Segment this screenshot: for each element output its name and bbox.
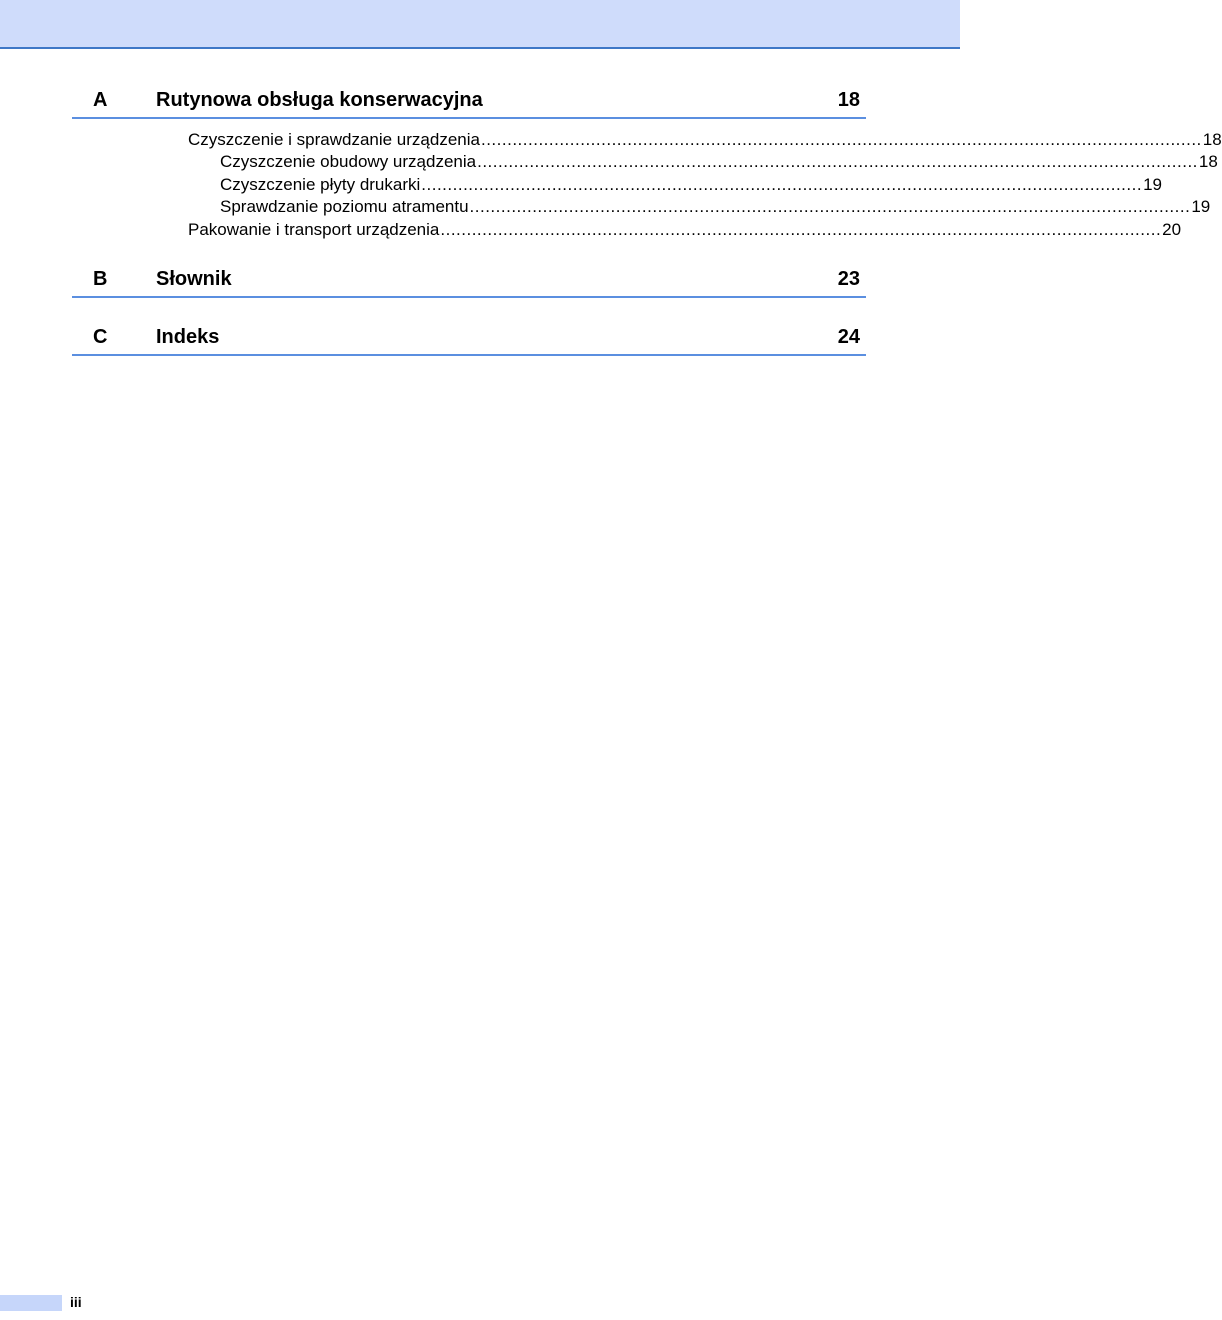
dot-leader: ..........................................................................................................................................	[440, 220, 1162, 239]
toc-chapter-b[interactable]	[72, 264, 866, 298]
dot-leader: ..........................................................................................................................................	[421, 175, 1143, 194]
page-number: iii	[70, 1294, 82, 1310]
toc-entry[interactable]	[220, 196, 1211, 218]
toc-entry-label: Czyszczenie płyty drukarki	[220, 175, 421, 194]
dot-leader: ..........................................................................................................................................	[480, 130, 1202, 149]
chapter-page-number: 18	[837, 89, 860, 111]
chapter-letter: B	[93, 268, 108, 290]
dot-leader: ..........................................................................................................................................	[469, 197, 1191, 216]
toc-entry-page: 20	[1162, 220, 1182, 239]
chapter-title: Rutynowa obsługa konserwacyjna	[156, 89, 483, 111]
toc-entry-label: Pakowanie i transport urządzenia	[188, 220, 440, 239]
chapter-page-number: 24	[837, 326, 860, 348]
toc-entry-page: 19	[1143, 175, 1162, 194]
dot-leader: ..........................................................................................................................................	[477, 152, 1198, 171]
chapter-page-number: 23	[837, 268, 860, 290]
chapter-title: Słownik	[156, 268, 232, 290]
toc-entry[interactable]	[188, 219, 1182, 241]
toc-entry-page: 18	[1202, 130, 1222, 149]
footer-tab	[0, 1295, 62, 1311]
chapter-title: Indeks	[156, 326, 220, 348]
toc-entry[interactable]	[188, 129, 1222, 151]
toc-entry[interactable]	[220, 174, 1162, 196]
toc-entry-label: Czyszczenie obudowy urządzenia	[220, 152, 477, 171]
toc-entry-label: Sprawdzanie poziomu atramentu	[220, 197, 469, 216]
chapter-letter: C	[93, 326, 108, 348]
toc-chapter-a[interactable]	[72, 85, 866, 119]
toc-entry-label: Czyszczenie i sprawdzanie urządzenia	[188, 130, 480, 149]
header-band	[0, 0, 960, 49]
chapter-letter: A	[93, 89, 108, 111]
toc-entry-page: 18	[1198, 152, 1218, 171]
toc-entry-page: 19	[1191, 197, 1211, 216]
toc-entry[interactable]	[220, 151, 1218, 173]
toc-chapter-c[interactable]	[72, 322, 866, 356]
